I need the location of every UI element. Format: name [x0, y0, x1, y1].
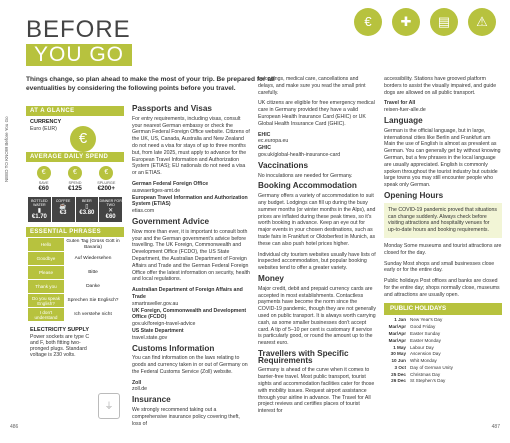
customs-heading: Customs Information — [132, 343, 215, 353]
link-url[interactable]: auswaertiges-amt.de — [132, 187, 181, 194]
link-url[interactable]: reisen-fuer-alle.de — [384, 107, 426, 114]
page-number-left: 486 — [10, 424, 19, 430]
currency-label: CURRENCY — [30, 119, 62, 125]
wallet-icon: € — [37, 166, 51, 180]
column-1 — [132, 106, 250, 431]
link-title: EHIC — [258, 131, 271, 138]
link-title: GHIC — [258, 145, 271, 152]
cutlery-icon: ✕ — [108, 208, 114, 214]
money-text: Major credit, debit and prepaid currency cards are accepted in most establishments. Contactless payments have become the norm since the COVID-19 pandemic, though they are not generally used on public transport. It is always worth carrying cash, as some smaller businesses don't accept card. A tip of 5–10 per cent is customary if service is particularly good, or round the amount up to the nearest euro. — [258, 285, 376, 347]
at-a-glance-panel — [26, 106, 124, 426]
link-url[interactable]: smartraveller.gov.au — [132, 300, 179, 307]
accessibility-text: accessibility. Stations have grooved platform borders to assist the visually impaired, and guide dogs are allowed on all public transport. — [384, 76, 497, 96]
link-title: US State Department — [132, 327, 184, 334]
money-heading: Money — [258, 273, 284, 283]
euro-coin-icon: € — [70, 126, 96, 152]
link-title: UK Foreign, Commonwealth and Development Office (FCDO) — [132, 307, 247, 321]
coffee-icon: ☕ — [59, 204, 67, 210]
holiday-row: 1 Jan New Year's Day — [394, 317, 443, 323]
document-icon: ▤ — [430, 8, 458, 36]
language-text: German is the official language, but in large, international cities like Berlin and Frankfurt am Main the use of English is almost as prevalent as German. You can generally get by without knowing German, but a few phrases in the local language are usually appreciated. English is commonly spoken throughout the tourist industry but outside large towns you may still encounter people who speak only German. — [384, 127, 501, 189]
sunday-text: Sunday Most shops and small businesses close early or for the entire day. — [384, 260, 495, 274]
customs-text: You can find information on the laws relating to goods and currency taken in or out of Germany on the Federal Customs Service (Zoll) website. — [132, 355, 248, 375]
wallet-icon: € — [99, 166, 113, 180]
electricity-text: Power sockets are type C and F, both fitting two-pronged plugs. Standard voltage is 230 volts. — [30, 334, 90, 358]
column-3 — [384, 76, 502, 385]
holiday-row: Mar/Apr Good Friday — [388, 324, 436, 330]
holiday-row: Mar/Apr Easter Monday — [388, 337, 441, 343]
link-url[interactable]: travel.state.gov — [132, 334, 168, 341]
cost-beer: BEER ▯ €3.80 — [76, 197, 99, 222]
holiday-row: 30 May Ascension Day — [390, 351, 441, 357]
bottle-icon: ▮ — [37, 208, 42, 214]
page-title-highlight: YOU GO — [26, 44, 132, 66]
spend-spend: € SPEND €125 — [60, 166, 90, 192]
spend-save: € SAVE €60 — [29, 166, 59, 192]
booking-heading: Booking Accommodation — [258, 181, 357, 191]
travellers-text: Germany is ahead of the curve when it comes to barrier-free travel. Most public transport, tourist sights and accommodation facilities cater for those with mobility issues. Request airport assistance through your airline in advance. The Travel for All project reviews and certifies places of tourist interest for — [258, 367, 375, 415]
holiday-row: Mar/Apr Easter Sunday — [388, 330, 441, 336]
daily-spend-heading: AVERAGE DAILY SPEND — [26, 152, 124, 162]
opening-hours-heading: Opening Hours — [384, 190, 444, 200]
at-a-glance-heading: AT A GLANCE — [26, 106, 124, 116]
passports-text: For entry requirements, including visas, consult your nearest German embassy or check the German Federal Foreign Office website. Citizens of the UK, US, Canada, Australia and New Zealand do not need a visa for stays of up to three months but, from late 2025, must apply to advance for the European Travel Information and Authorization System (ETIAS); EU nationals do not need a visa or an ETIAS. — [132, 115, 250, 177]
costs-row — [28, 197, 122, 222]
public-holidays-heading: PUBLIC HOLIDAYS — [384, 303, 502, 316]
plug-icon: ⏚ — [98, 393, 120, 419]
spend-row — [28, 166, 122, 192]
link-url[interactable]: zoll.de — [132, 386, 147, 393]
booking-text-2: Individual city tourism websites usually have lists of inspected accommodation, but popular booking websites tend to offer a greater variety. — [258, 251, 376, 272]
cost-water: BOTTLED WATER ▮ €1.70 — [28, 197, 51, 222]
monday-text: Monday Some museums and tourist attractions are closed for the day. — [384, 242, 502, 256]
covid-note: The COVID-19 pandemic proved that situations can change suddenly. Always check before visiting attractions and hospitality venues for up-to-date hours and booking requirements. — [384, 203, 502, 238]
link-url[interactable]: etias.com — [132, 208, 155, 215]
insurance-heading: Insurance — [132, 395, 171, 405]
spend-splurge: € SPLURGE €200+ — [91, 166, 121, 192]
cost-coffee: COFFEE ☕ €3 — [52, 197, 75, 222]
intro-text: Things change, so plan ahead to make the most of your trip. Be prepared for all eventualities by considering the following points before you travel. — [26, 76, 275, 92]
phrase-row: Please Bitte — [28, 266, 122, 279]
advice-text: Now more than ever, it is important to consult both your and the German government's advice before travelling. The UK Foreign, Commonwealth and Development Office (FCDO), the US State Department, the Australian Department of Foreign Affairs and Trade and the German Federal Foreign Office offer the latest information on security, health and local regulations. — [132, 228, 250, 283]
link-url[interactable]: ec.europa.eu — [258, 138, 289, 145]
advice-heading: Government Advice — [132, 216, 210, 226]
warning-icon: ⚠ — [468, 8, 496, 36]
electricity-heading: ELECTRICITY SUPPLY — [30, 327, 89, 333]
wallet-icon: € — [68, 166, 82, 180]
link-url[interactable]: gov.uk/foreign-travel-advice — [132, 321, 196, 328]
page-number-right: 487 — [491, 424, 500, 430]
phrases-heading: ESSENTIAL PHRASES — [26, 227, 124, 237]
side-section-label: NEED TO KNOW Before You Go — [4, 116, 9, 182]
link-title: Australian Department of Foreign Affairs and Trade — [132, 287, 243, 300]
link-title: German Federal Foreign Office — [132, 180, 209, 187]
insurance-text: We strongly recommend taking out a comprehensive insurance policy covering theft, loss of — [132, 407, 240, 427]
phrase-row: Hello Guten Tag (Grüss Gott in Bavaria) — [28, 238, 122, 251]
booking-text: Germany offers a variety of accommodation to suit any budget. Lodgings can fill up during the busy summer months (or winter months in the Alps), and prices are inflated during these peak times, so it's worth booking in advance. Keep an eye out for major events in your chosen destinations, such as trade fairs in Frankfurt or Oktoberfest in Munich, as these can also push hotel prices higher. — [258, 193, 376, 247]
euro-icon: € — [354, 8, 382, 36]
beer-icon: ▯ — [85, 204, 89, 210]
holiday-row: 26 Dec St Stephen's Day — [391, 378, 446, 384]
travellers-heading: Travellers with Specific Requirements — [258, 348, 349, 365]
holiday-row: 1 May Labour Day — [393, 344, 434, 350]
holiday-row: 10 Jun Whit Monday — [391, 358, 437, 364]
page-title: BEFORE — [26, 16, 131, 43]
phrase-row: I don't understand Ich verstehe nicht — [28, 308, 122, 321]
holiday-row: 25 Dec Christmas Day — [391, 371, 441, 377]
link-title: European Travel Information and Authorization System (ETIAS) — [132, 194, 248, 208]
link-url[interactable]: gov.uk/global-health-insurance-card — [258, 151, 341, 158]
holiday-row: 3 Oct Day of German Unity — [394, 364, 453, 370]
vaccinations-text: No inoculations are needed for Germany. — [258, 172, 353, 179]
phrase-row: Thank you Danke — [28, 280, 122, 293]
cost-dinner: DINNER FOR TWO ✕ €60 — [99, 199, 122, 220]
link-title: Travel for All — [384, 100, 416, 107]
passports-heading: Passports and Visas — [132, 104, 212, 113]
ehic-text: UK citizens are eligible for free emergency medical care in Germany provided they have a valid European Health Insurance Card (EHIC) or UK Global Health Insurance Card (GHIC). — [258, 100, 375, 127]
health-icon: ✚ — [392, 8, 420, 36]
currency-value: Euro (EUR) — [30, 126, 57, 132]
public-holidays-text: Public holidays Post offices and banks are closed for the entire day; shops normally close, museums and attractions are usually open. — [384, 278, 500, 298]
phrase-row: Goodbye Auf Wiedersehen — [28, 252, 122, 265]
link-title: Zoll — [132, 379, 142, 386]
phrase-row: Do you speak English? Sprechen Sie Englisch? — [28, 294, 122, 307]
insurance-text-cont: belongings, medical care, cancellations and delays, and make sure you read the small print carefully. — [258, 76, 366, 96]
language-heading: Language — [384, 115, 423, 125]
column-2 — [258, 76, 376, 419]
vaccinations-heading: Vaccinations — [258, 160, 309, 170]
